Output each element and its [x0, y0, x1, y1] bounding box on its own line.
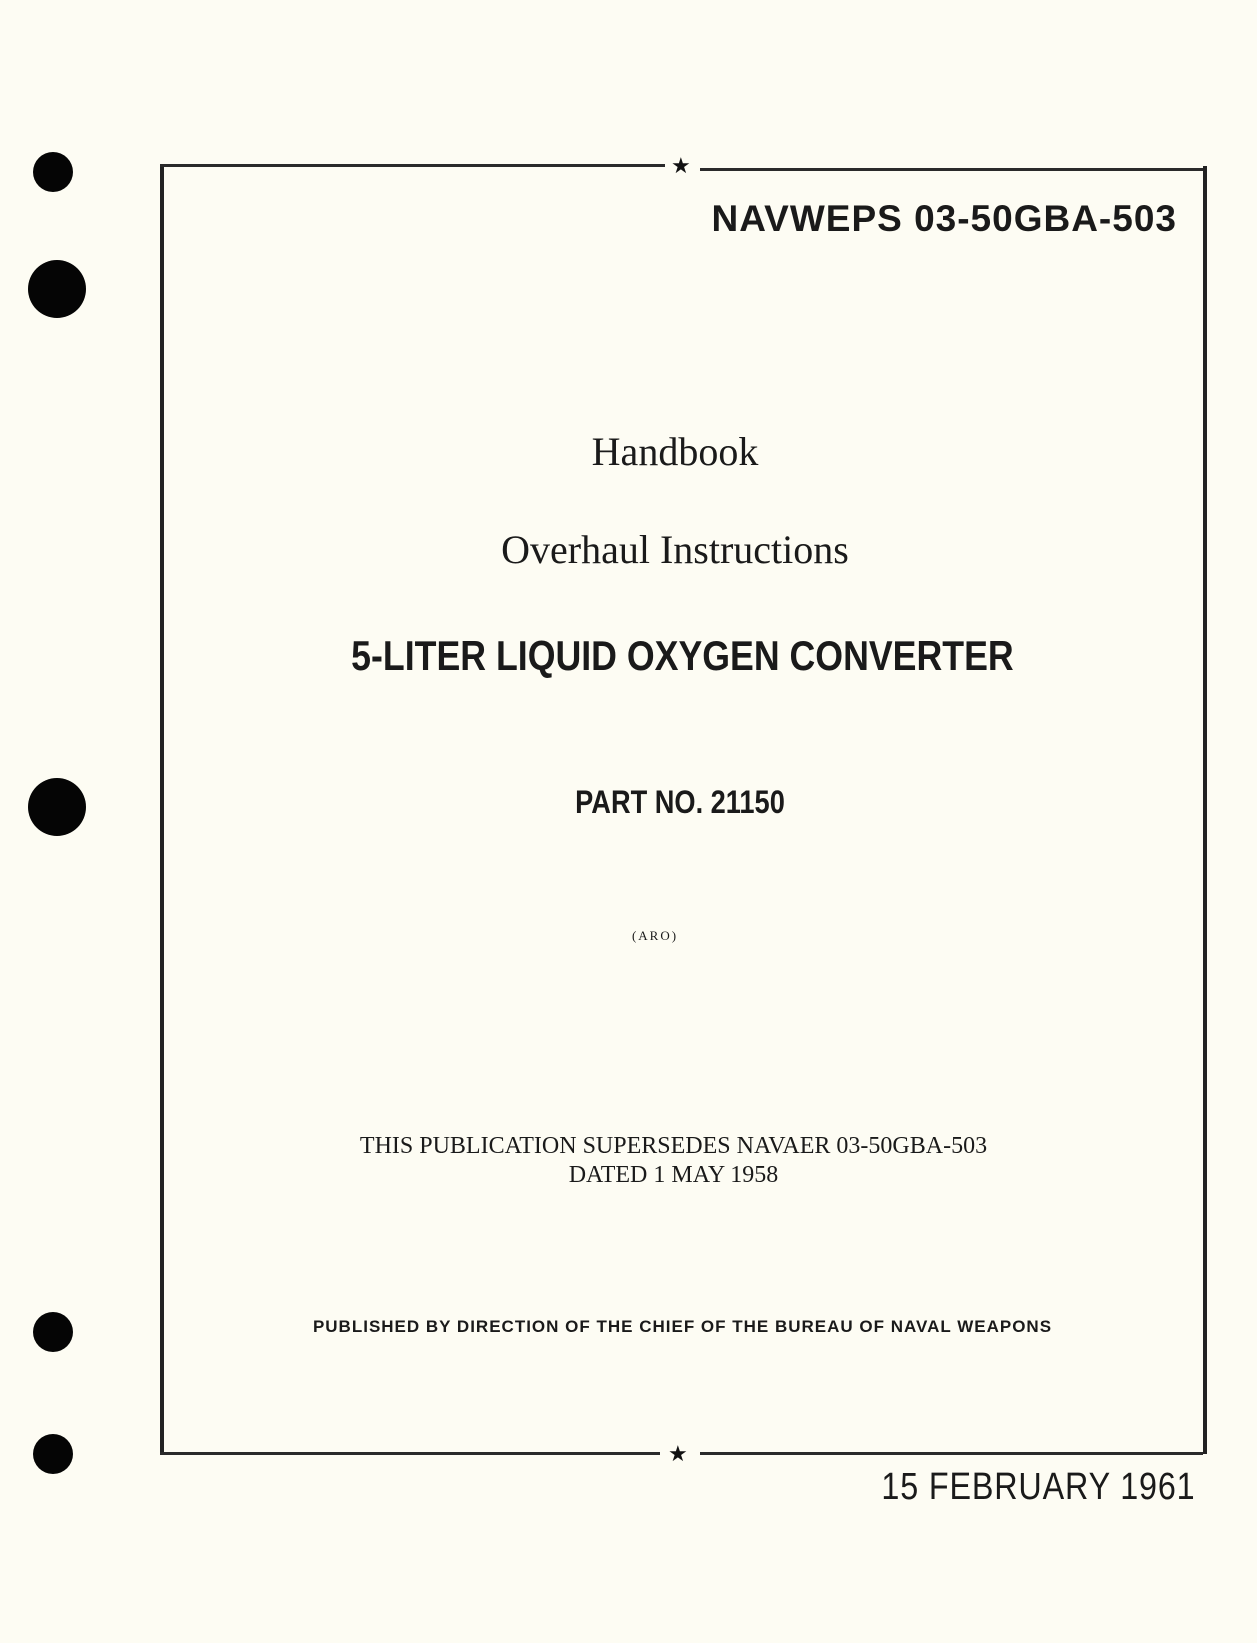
overhaul-heading: Overhaul Instructions: [501, 527, 849, 572]
top-rule: [160, 164, 665, 167]
binder-hole: [33, 152, 73, 192]
manufacturer-code: (ARO): [631, 928, 679, 943]
publisher-statement: PUBLISHED BY DIRECTION OF THE CHIEF OF THE BUREAU OF NAVAL WEAPONS: [312, 1317, 1053, 1336]
binder-hole: [28, 260, 86, 318]
top-rule: [700, 168, 1203, 171]
binder-hole: [28, 778, 86, 836]
handbook-heading: Handbook: [591, 429, 759, 474]
part-number: PART NO. 21150: [575, 784, 785, 820]
supersedes-line1: THIS PUBLICATION SUPERSEDES NAVAER 03-50GBA-503: [359, 1133, 988, 1159]
document-number: NAVWEPS 03-50GBA-503: [711, 198, 1177, 239]
star-icon: ★: [671, 154, 691, 179]
document-title: 5-LITER LIQUID OXYGEN CONVERTER: [351, 632, 1014, 679]
supersedes-line2: DATED 1 MAY 1958: [568, 1162, 779, 1188]
binder-hole: [33, 1434, 73, 1474]
bottom-rule: [700, 1452, 1203, 1455]
bottom-rule: [160, 1452, 660, 1455]
star-icon: ★: [668, 1442, 688, 1467]
publication-date: 15 FEBRUARY 1961: [880, 1466, 1195, 1508]
